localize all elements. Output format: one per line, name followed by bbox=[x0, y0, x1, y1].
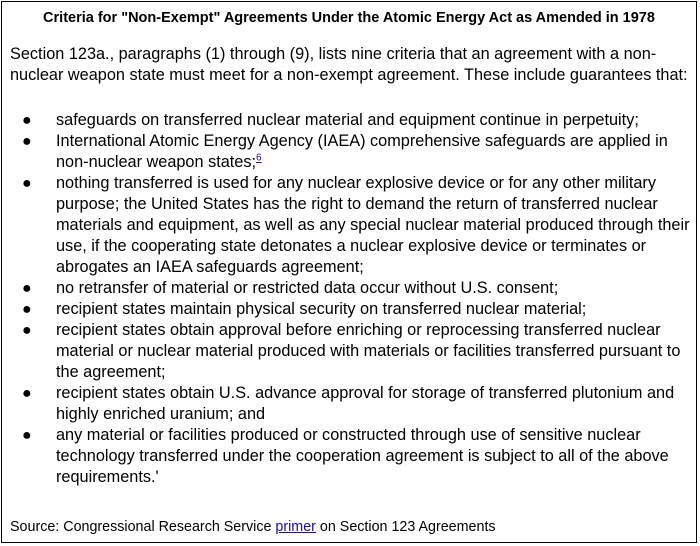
bullet-icon: ● bbox=[22, 280, 32, 297]
bullet-icon: ● bbox=[22, 301, 32, 318]
list-item bbox=[2, 278, 696, 299]
bullet-icon: ● bbox=[22, 175, 32, 192]
list-item bbox=[2, 320, 696, 383]
criterion-text: any material or facilities produced or constructed through use of sensitive nuclear technology transferred under the cooperation agreement is subject to all of the above requirements.' bbox=[56, 426, 669, 486]
source-prefix: Source: Congressional Research Service bbox=[10, 519, 276, 535]
source-suffix: on Section 123 Agreements bbox=[315, 519, 496, 535]
list-item bbox=[2, 299, 696, 320]
criterion-text: safeguards on transferred nuclear material and equipment continue in perpetuity; bbox=[56, 111, 639, 129]
criterion-text: recipient states maintain physical security on transferred nuclear material; bbox=[56, 300, 587, 318]
bullet-icon: ● bbox=[22, 385, 32, 402]
bullet-icon: ● bbox=[22, 112, 32, 129]
box-title: Criteria for "Non-Exempt" Agreements Under the Atomic Energy Act as Amended in 1978 bbox=[43, 10, 655, 26]
footnote-link[interactable]: 6 bbox=[256, 152, 262, 164]
bullet-icon: ● bbox=[22, 133, 32, 150]
list-item bbox=[2, 131, 696, 173]
criteria-list bbox=[2, 110, 696, 488]
list-item bbox=[2, 173, 696, 278]
criteria-box bbox=[1, 1, 697, 543]
bullet-icon: ● bbox=[22, 322, 32, 339]
criterion-text: recipient states obtain U.S. advance approval for storage of transferred plutonium and highly enriched uranium; and bbox=[56, 384, 675, 423]
primer-link[interactable]: primer bbox=[275, 519, 316, 535]
source-line bbox=[10, 518, 496, 536]
criterion-text: nothing transferred is used for any nuclear explosive device or for any other military purpose; the United States has the right to demand the return of transferred nuclear materials and equipment, as well as any special nuclear material produced through their use, if the cooperating state detonates a nuclear explosive device or terminates or abrogates an IAEA safeguards agreement; bbox=[56, 174, 690, 276]
criterion-text: International Atomic Energy Agency (IAEA) comprehensive safeguards are applied in non-nuclear weapon states; bbox=[56, 132, 668, 171]
intro-paragraph: Section 123a., paragraphs (1) through (9), lists nine criteria that an agreement with a non-nuclear weapon state must meet for a non-exempt agreement. These include guarantees that: bbox=[10, 45, 688, 84]
list-item bbox=[2, 425, 696, 488]
criterion-text: recipient states obtain approval before enriching or reprocessing transferred nuclear material or nuclear material produced with materials or facilities transferred pursuant to the agreement; bbox=[56, 321, 681, 381]
criterion-text: no retransfer of material or restricted data occur without U.S. consent; bbox=[56, 279, 559, 297]
list-item bbox=[2, 383, 696, 425]
list-item bbox=[2, 110, 696, 131]
bullet-icon: ● bbox=[22, 427, 32, 444]
